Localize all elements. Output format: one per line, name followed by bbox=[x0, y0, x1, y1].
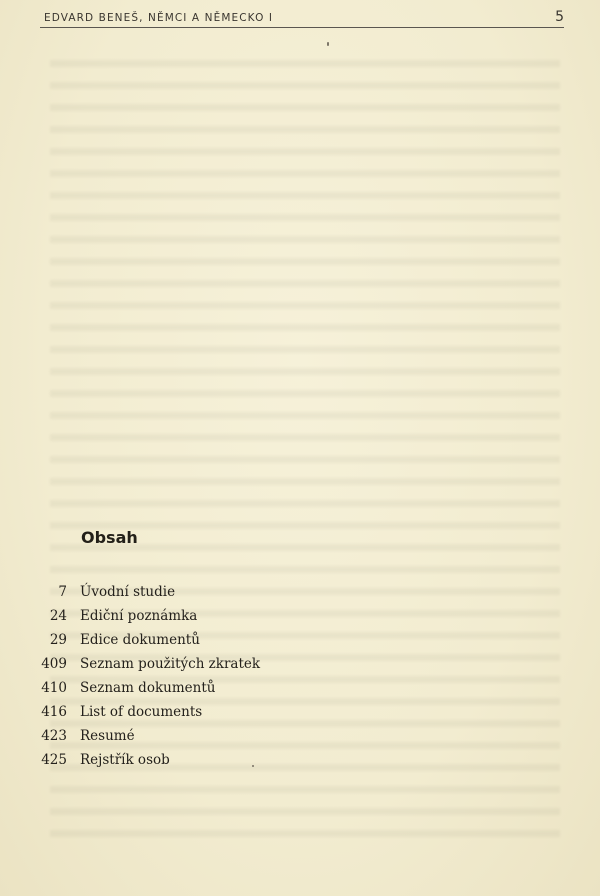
paper-speck bbox=[327, 42, 329, 46]
toc-title: List of documents bbox=[80, 704, 203, 720]
contents-heading: Obsah bbox=[81, 528, 138, 547]
toc-title: Edice dokumentů bbox=[80, 632, 200, 648]
toc-page-number: 409 bbox=[41, 656, 67, 672]
toc-page-number: 416 bbox=[41, 704, 67, 720]
toc-title: Ediční poznámka bbox=[80, 608, 198, 624]
page-number: 5 bbox=[555, 9, 564, 25]
running-title: EDVARD BENEŠ, NĚMCI A NĚMECKO I bbox=[44, 12, 274, 24]
toc-title: Resumé bbox=[80, 728, 135, 744]
toc-page-number: 29 bbox=[49, 632, 67, 648]
header-rule bbox=[40, 27, 564, 28]
toc-entry bbox=[40, 728, 440, 752]
toc-page-number: 7 bbox=[58, 584, 67, 600]
toc-title: Seznam dokumentů bbox=[80, 680, 216, 696]
toc-entry bbox=[40, 680, 440, 704]
toc-title: Seznam použitých zkratek bbox=[80, 656, 261, 672]
toc-entry bbox=[40, 656, 440, 680]
toc-entry bbox=[40, 632, 440, 656]
toc-title: Rejstřík osob bbox=[80, 752, 170, 768]
toc-page-number: 24 bbox=[49, 608, 67, 624]
toc-title: Úvodní studie bbox=[80, 584, 176, 600]
toc-page-number: 423 bbox=[41, 728, 67, 744]
toc-entry bbox=[40, 752, 440, 776]
table-of-contents bbox=[40, 584, 440, 776]
toc-page-number: 410 bbox=[41, 680, 67, 696]
toc-page-number: 425 bbox=[41, 752, 67, 768]
toc-entry bbox=[40, 608, 440, 632]
toc-entry bbox=[40, 584, 440, 608]
toc-entry bbox=[40, 704, 440, 728]
running-head bbox=[44, 9, 564, 27]
